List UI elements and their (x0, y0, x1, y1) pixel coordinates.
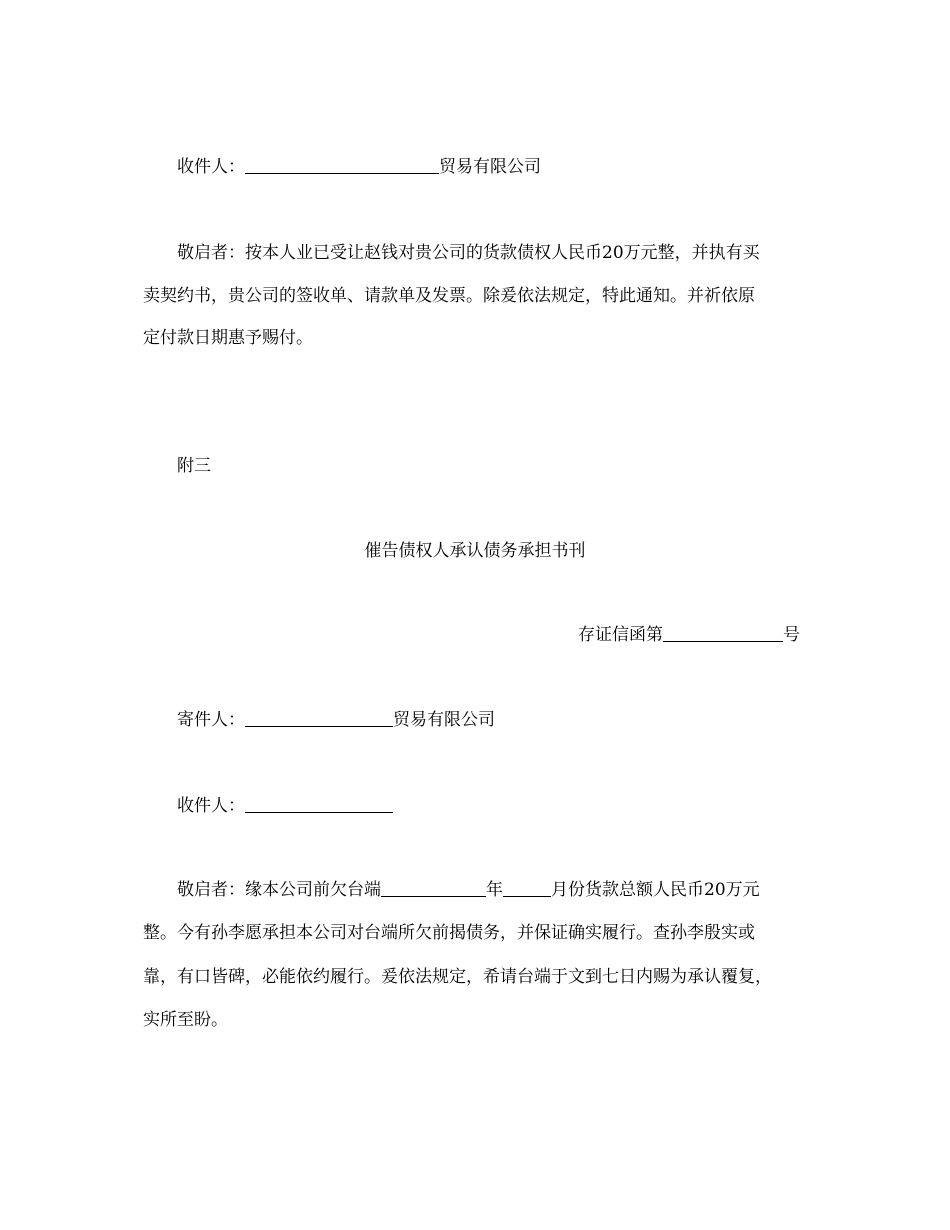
recipient-line-2 (177, 795, 393, 817)
recipient-suffix: 贸易有限公司 (439, 157, 541, 177)
notice-body-line-1: 敬启者：按本人业已受让赵钱对贵公司的货款债权人民币20万元整，并执有买 (177, 243, 760, 263)
recipient-line-1 (177, 156, 541, 178)
notice-body-line-3: 定付款日期惠予赐付。 (143, 328, 313, 348)
ref-suffix: 号 (783, 625, 800, 645)
demand-text-year: 年 (486, 880, 503, 900)
year-blank (381, 880, 486, 897)
demand-body-line-1 (177, 879, 760, 901)
demand-text-a: 敬启者：缘本公司前欠台端 (177, 880, 381, 900)
recipient-blank-2 (245, 796, 393, 813)
sender-label: 寄件人： (177, 710, 245, 730)
recipient-blank (245, 157, 439, 174)
notice-body-line-2: 卖契约书，贵公司的签收单、请款单及发票。除爰依法规定，特此通知。并祈依原 (143, 286, 755, 306)
demand-body-line-4: 实所至盼。 (143, 1010, 228, 1030)
sender-line (177, 709, 495, 731)
ref-prefix: 存证信函第 (578, 625, 663, 645)
appendix-title: 催告债权人承认债务承担书刊 (364, 541, 586, 561)
demand-body-line-3: 靠，有口皆碑，必能依约履行。爰依法规定，希请台端于文到七日内赐为承认覆复， (143, 967, 772, 987)
certified-letter-number (578, 624, 800, 646)
appendix-label: 附三 (177, 456, 211, 476)
sender-suffix: 贸易有限公司 (393, 710, 495, 730)
sender-blank (245, 710, 393, 727)
month-blank (503, 880, 551, 897)
recipient-label-2: 收件人： (177, 796, 245, 816)
ref-number-blank (663, 625, 783, 642)
demand-body-line-2: 整。今有孙李愿承担本公司对台端所欠前揭债务，并保证确实履行。查孙李殷实或 (143, 923, 755, 943)
recipient-label: 收件人： (177, 157, 245, 177)
demand-text-c: 月份货款总额人民币20万元 (551, 880, 760, 900)
